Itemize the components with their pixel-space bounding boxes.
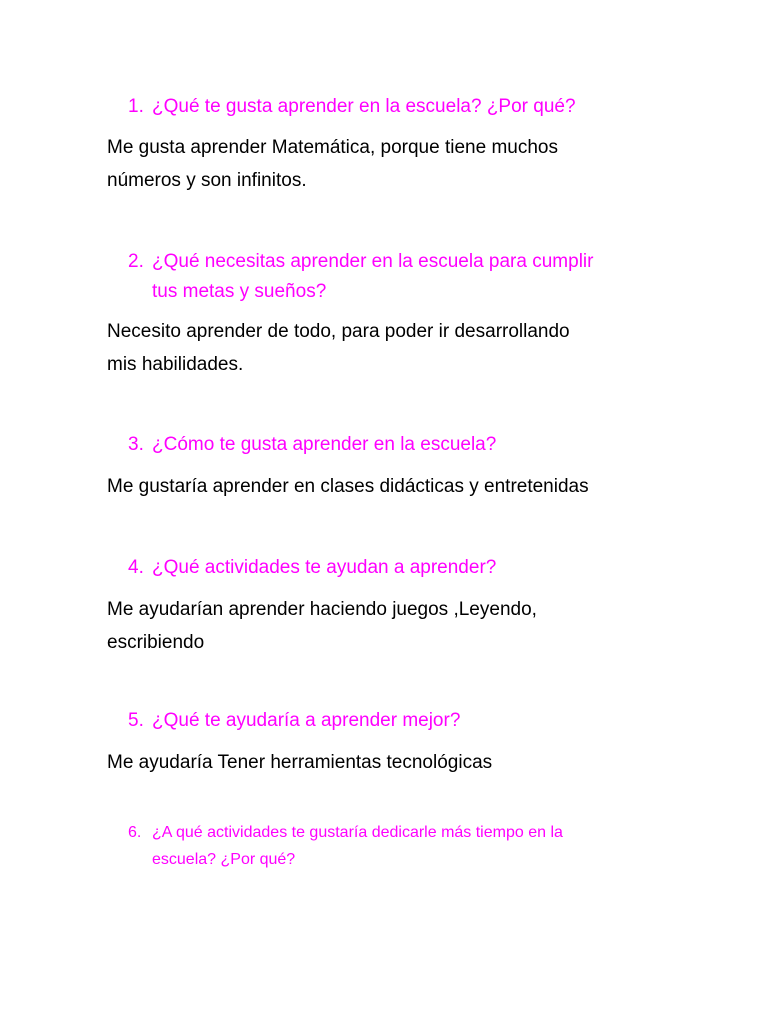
question-5 xyxy=(128,706,460,736)
question-1 xyxy=(128,92,576,122)
question-number: 2. xyxy=(128,251,144,272)
question-number: 1. xyxy=(128,96,144,117)
answer-line: escribiendo xyxy=(107,632,205,653)
question-number: 3. xyxy=(128,434,144,455)
question-number: 4. xyxy=(128,557,144,578)
question-text: tus metas y sueños? xyxy=(152,281,327,302)
question-text: ¿Qué actividades te ayudan a aprender? xyxy=(152,557,497,578)
question-text: escuela? ¿Por qué? xyxy=(152,851,296,868)
question-number: 5. xyxy=(128,710,144,731)
question-text: ¿Qué te ayudaría a aprender mejor? xyxy=(152,710,461,731)
answer-line: mis habilidades. xyxy=(107,354,244,375)
answer-4 xyxy=(107,593,667,659)
answer-2 xyxy=(107,315,667,381)
question-text: ¿Qué necesitas aprender en la escuela para cumplir xyxy=(152,251,594,272)
question-text: ¿Cómo te gusta aprender en la escuela? xyxy=(152,434,497,455)
answer-line: Me ayudaría Tener herramientas tecnológicas xyxy=(107,752,493,773)
answer-3 xyxy=(107,470,667,503)
question-6 xyxy=(128,819,563,873)
answer-line: números y son infinitos. xyxy=(107,170,307,191)
answer-5 xyxy=(107,746,667,779)
answer-line: Me gustaría aprender en clases didácticas y entretenidas xyxy=(107,476,589,497)
question-2 xyxy=(128,247,593,307)
answer-line: Necesito aprender de todo, para poder ir desarrollando xyxy=(107,321,570,342)
question-text: ¿Qué te gusta aprender en la escuela? ¿Por qué? xyxy=(152,96,576,117)
question-number: 6. xyxy=(128,824,142,841)
question-4 xyxy=(128,553,496,583)
question-text: ¿A qué actividades te gustaría dedicarle más tiempo en la xyxy=(152,824,563,841)
answer-line: Me gusta aprender Matemática, porque tiene muchos xyxy=(107,137,558,158)
answer-1 xyxy=(107,131,667,197)
answer-line: Me ayudarían aprender haciendo juegos ,Leyendo, xyxy=(107,599,537,620)
question-3 xyxy=(128,430,496,460)
